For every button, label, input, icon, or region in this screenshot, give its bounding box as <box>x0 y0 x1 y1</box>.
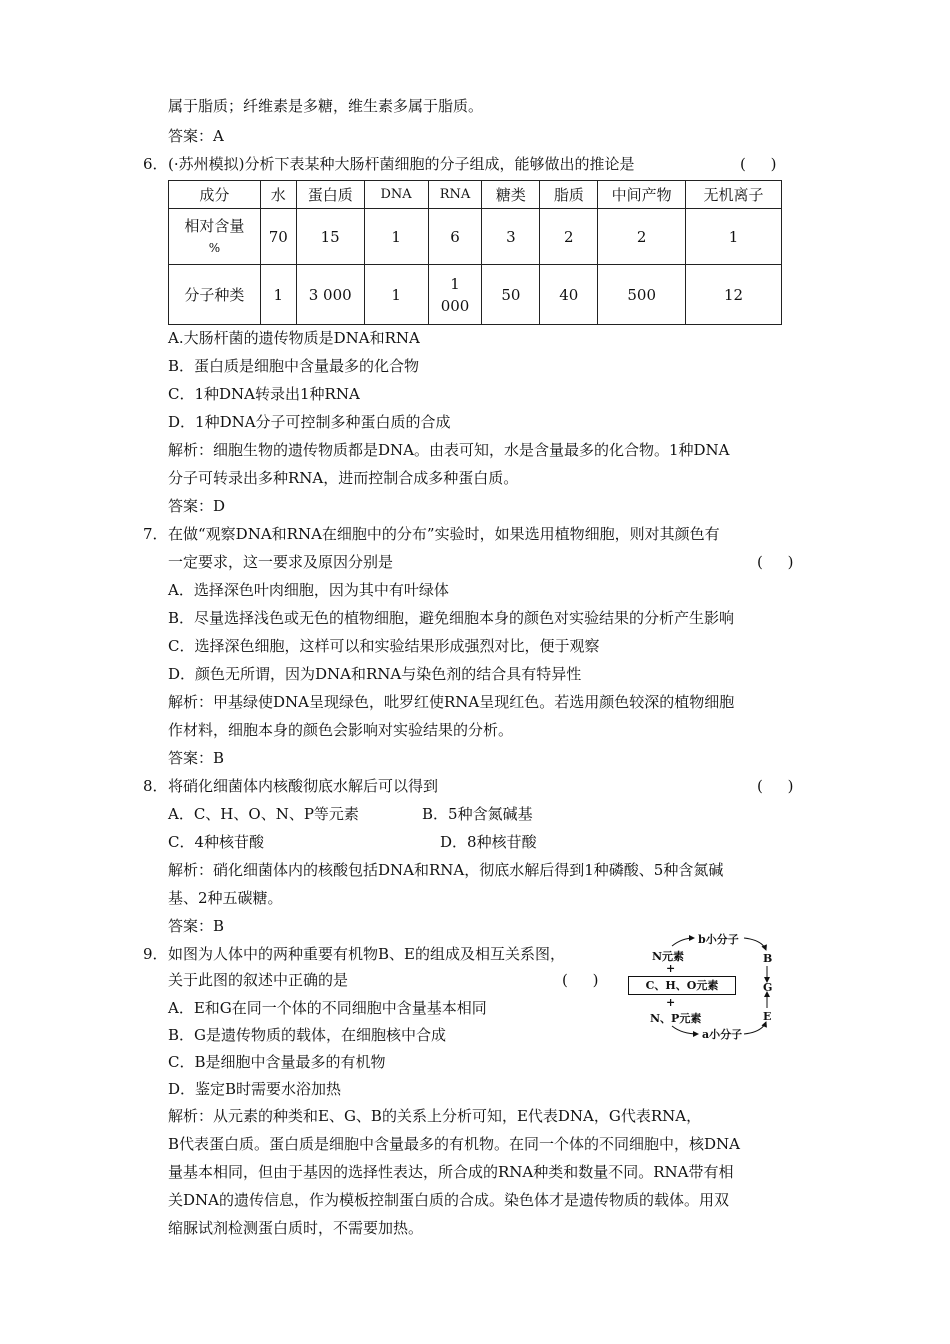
q7-stem-line1: 在做“观察DNA和RNA在细胞中的分布”实验时，如果选用植物细胞，则对其颜色有 <box>168 525 720 543</box>
table-header: 糖类 <box>482 181 540 209</box>
table-header: 无机离子 <box>686 181 782 209</box>
n-element-label: N元素 <box>652 950 685 963</box>
table-header: 蛋白质 <box>296 181 364 209</box>
q9-analysis-line3: 量基本相同，但由于基因的选择性表达，所合成的RNA种类和数量不同。RNA带有相 <box>168 1163 734 1181</box>
table-header: 成分 <box>169 181 261 209</box>
table-cell: 1 <box>364 265 428 325</box>
node-e: E <box>763 1010 772 1023</box>
table-row-label <box>169 209 261 265</box>
table-cell: 12 <box>686 265 782 325</box>
cell-line2: 000 <box>440 296 470 315</box>
table-cell: 1 <box>686 209 782 265</box>
table-cell: 2 <box>540 209 598 265</box>
table-header: 脂质 <box>540 181 598 209</box>
node-g: G <box>763 981 773 994</box>
q8-number: 8． <box>143 777 168 795</box>
q9-analysis-line5: 缩脲试剂检测蛋白质时，不需要加热。 <box>168 1219 424 1237</box>
q7-number: 7． <box>143 525 168 543</box>
q7-option-c: C．选择深色细胞，这样可以和实验结果形成强烈对比，便于观察 <box>168 637 600 655</box>
q9-analysis-line1: 解析：从元素的种类和E、G、B的关系上分析可知，E代表DNA，G代表RNA， <box>168 1107 702 1125</box>
q9-option-c: C．B是细胞中含量最多的有机物 <box>168 1053 386 1071</box>
table-header: 水 <box>260 181 296 209</box>
q9-option-b: B．G是遗传物质的载体，在细胞核中合成 <box>168 1026 447 1044</box>
q9-number: 9． <box>143 945 168 963</box>
q7-answer-blank: ( ) <box>757 553 804 571</box>
table-row <box>169 209 782 265</box>
q6-number: 6． <box>143 155 168 173</box>
table-cell <box>428 265 482 325</box>
q8-answer: 答案：B <box>168 917 225 935</box>
q6-analysis-line2: 分子可转录出多种RNA，进而控制合成多种蛋白质。 <box>168 469 519 487</box>
cell-line1: 1 <box>450 274 460 293</box>
table-cell: 70 <box>260 209 296 265</box>
a-small-molecule-label: a小分子 <box>702 1028 743 1041</box>
node-b: B <box>763 952 773 965</box>
q7-option-b: B．尽量选择浅色或无色的植物细胞，避免细胞本身的颜色对实验结果的分析产生影响 <box>168 609 735 627</box>
q7-answer: 答案：B <box>168 749 225 767</box>
table-cell: 3 <box>482 209 540 265</box>
q8-option-b: B．5种含氮碱基 <box>422 805 533 823</box>
q9-analysis-line4: 关DNA的遗传信息，作为模板控制蛋白质的合成。染色体才是遗传物质的载体。用双 <box>168 1191 729 1209</box>
row-label-line2: % <box>208 240 221 255</box>
q7-option-a: A．选择深色叶肉细胞，因为其中有叶绿体 <box>168 581 449 599</box>
np-element-label: N、P元素 <box>650 1012 702 1025</box>
b-small-molecule-label: b小分子 <box>698 933 739 946</box>
table-row-label: 分子种类 <box>169 265 261 325</box>
q7-analysis-line1: 解析：甲基绿使DNA呈现绿色，吡罗红使RNA呈现红色。若选用颜色较深的植物细胞 <box>168 693 735 711</box>
table-cell: 1 <box>364 209 428 265</box>
q9-stem-line2: 关于此图的叙述中正确的是 <box>168 971 349 989</box>
q8-option-d: D．8种核苷酸 <box>440 833 537 851</box>
q7-stem-line2: 一定要求，这一要求及原因分别是 <box>168 553 394 571</box>
q6-option-d: D．1种DNA分子可控制多种蛋白质的合成 <box>168 413 451 431</box>
q7-analysis-line2: 作材料，细胞本身的颜色会影响对实验结果的分析。 <box>168 721 514 739</box>
intro-answer: 答案：A <box>168 127 224 145</box>
row-label-line1: 相对含量 <box>184 216 245 235</box>
q9-answer-blank: ( ) <box>562 971 609 989</box>
q9-analysis-line2: B代表蛋白质。蛋白质是细胞中含量最多的有机物。在同一个体的不同细胞中，核DNA <box>168 1135 741 1153</box>
q9-option-a: A．E和G在同一个体的不同细胞中含量基本相同 <box>168 999 487 1017</box>
q6-option-a: A.大肠杆菌的遗传物质是DNA和RNA <box>168 329 420 347</box>
q6-composition-table <box>168 180 782 325</box>
table-row <box>169 265 782 325</box>
table-header-row <box>169 181 782 209</box>
table-cell: 40 <box>540 265 598 325</box>
q9-stem-line1: 如图为人体中的两种重要有机物B、E的组成及相互关系图， <box>168 945 565 963</box>
q6-option-c: C．1种DNA转录出1种RNA <box>168 385 360 403</box>
table-cell: 50 <box>482 265 540 325</box>
table-cell: 3 000 <box>296 265 364 325</box>
table-header: 中间产物 <box>598 181 686 209</box>
q6-answer: 答案：D <box>168 497 226 515</box>
table-cell: 500 <box>598 265 686 325</box>
table-header: DNA <box>364 181 428 209</box>
q8-analysis-line2: 基、2种五碳糖。 <box>168 889 283 907</box>
q6-stem: (·苏州模拟)分析下表某种大肠杆菌细胞的分子组成，能够做出的推论是 <box>168 155 635 173</box>
q8-analysis-line1: 解析：硝化细菌体内的核酸包括DNA和RNA，彻底水解后得到1种磷酸、5种含氮碱 <box>168 861 724 879</box>
plus-sign: + <box>666 996 676 1009</box>
q8-option-c: C．4种核苷酸 <box>168 833 265 851</box>
chon-elements-box: C、H、O元素 <box>628 976 736 995</box>
q9-relationship-diagram <box>622 930 792 1040</box>
q7-option-d: D．颜色无所谓，因为DNA和RNA与染色剂的结合具有特异性 <box>168 665 582 683</box>
table-cell: 6 <box>428 209 482 265</box>
q8-stem: 将硝化细菌体内核酸彻底水解后可以得到 <box>168 777 439 795</box>
q8-answer-blank: ( ) <box>757 777 804 795</box>
q6-analysis-line1: 解析：细胞生物的遗传物质都是DNA。由表可知，水是含量最多的化合物。1种DNA <box>168 441 730 459</box>
q6-answer-blank: ( ) <box>740 155 787 173</box>
q9-option-d: D．鉴定B时需要水浴加热 <box>168 1080 342 1098</box>
table-header: RNA <box>428 181 482 209</box>
table-cell: 15 <box>296 209 364 265</box>
table-cell: 1 <box>260 265 296 325</box>
plus-sign: + <box>666 962 676 975</box>
intro-text: 属于脂质；纤维素是多糖，维生素多属于脂质。 <box>168 97 484 115</box>
q8-option-a: A．C、H、O、N、P等元素 <box>168 805 359 823</box>
q6-option-b: B．蛋白质是细胞中含量最多的化合物 <box>168 357 420 375</box>
table-cell: 2 <box>598 209 686 265</box>
